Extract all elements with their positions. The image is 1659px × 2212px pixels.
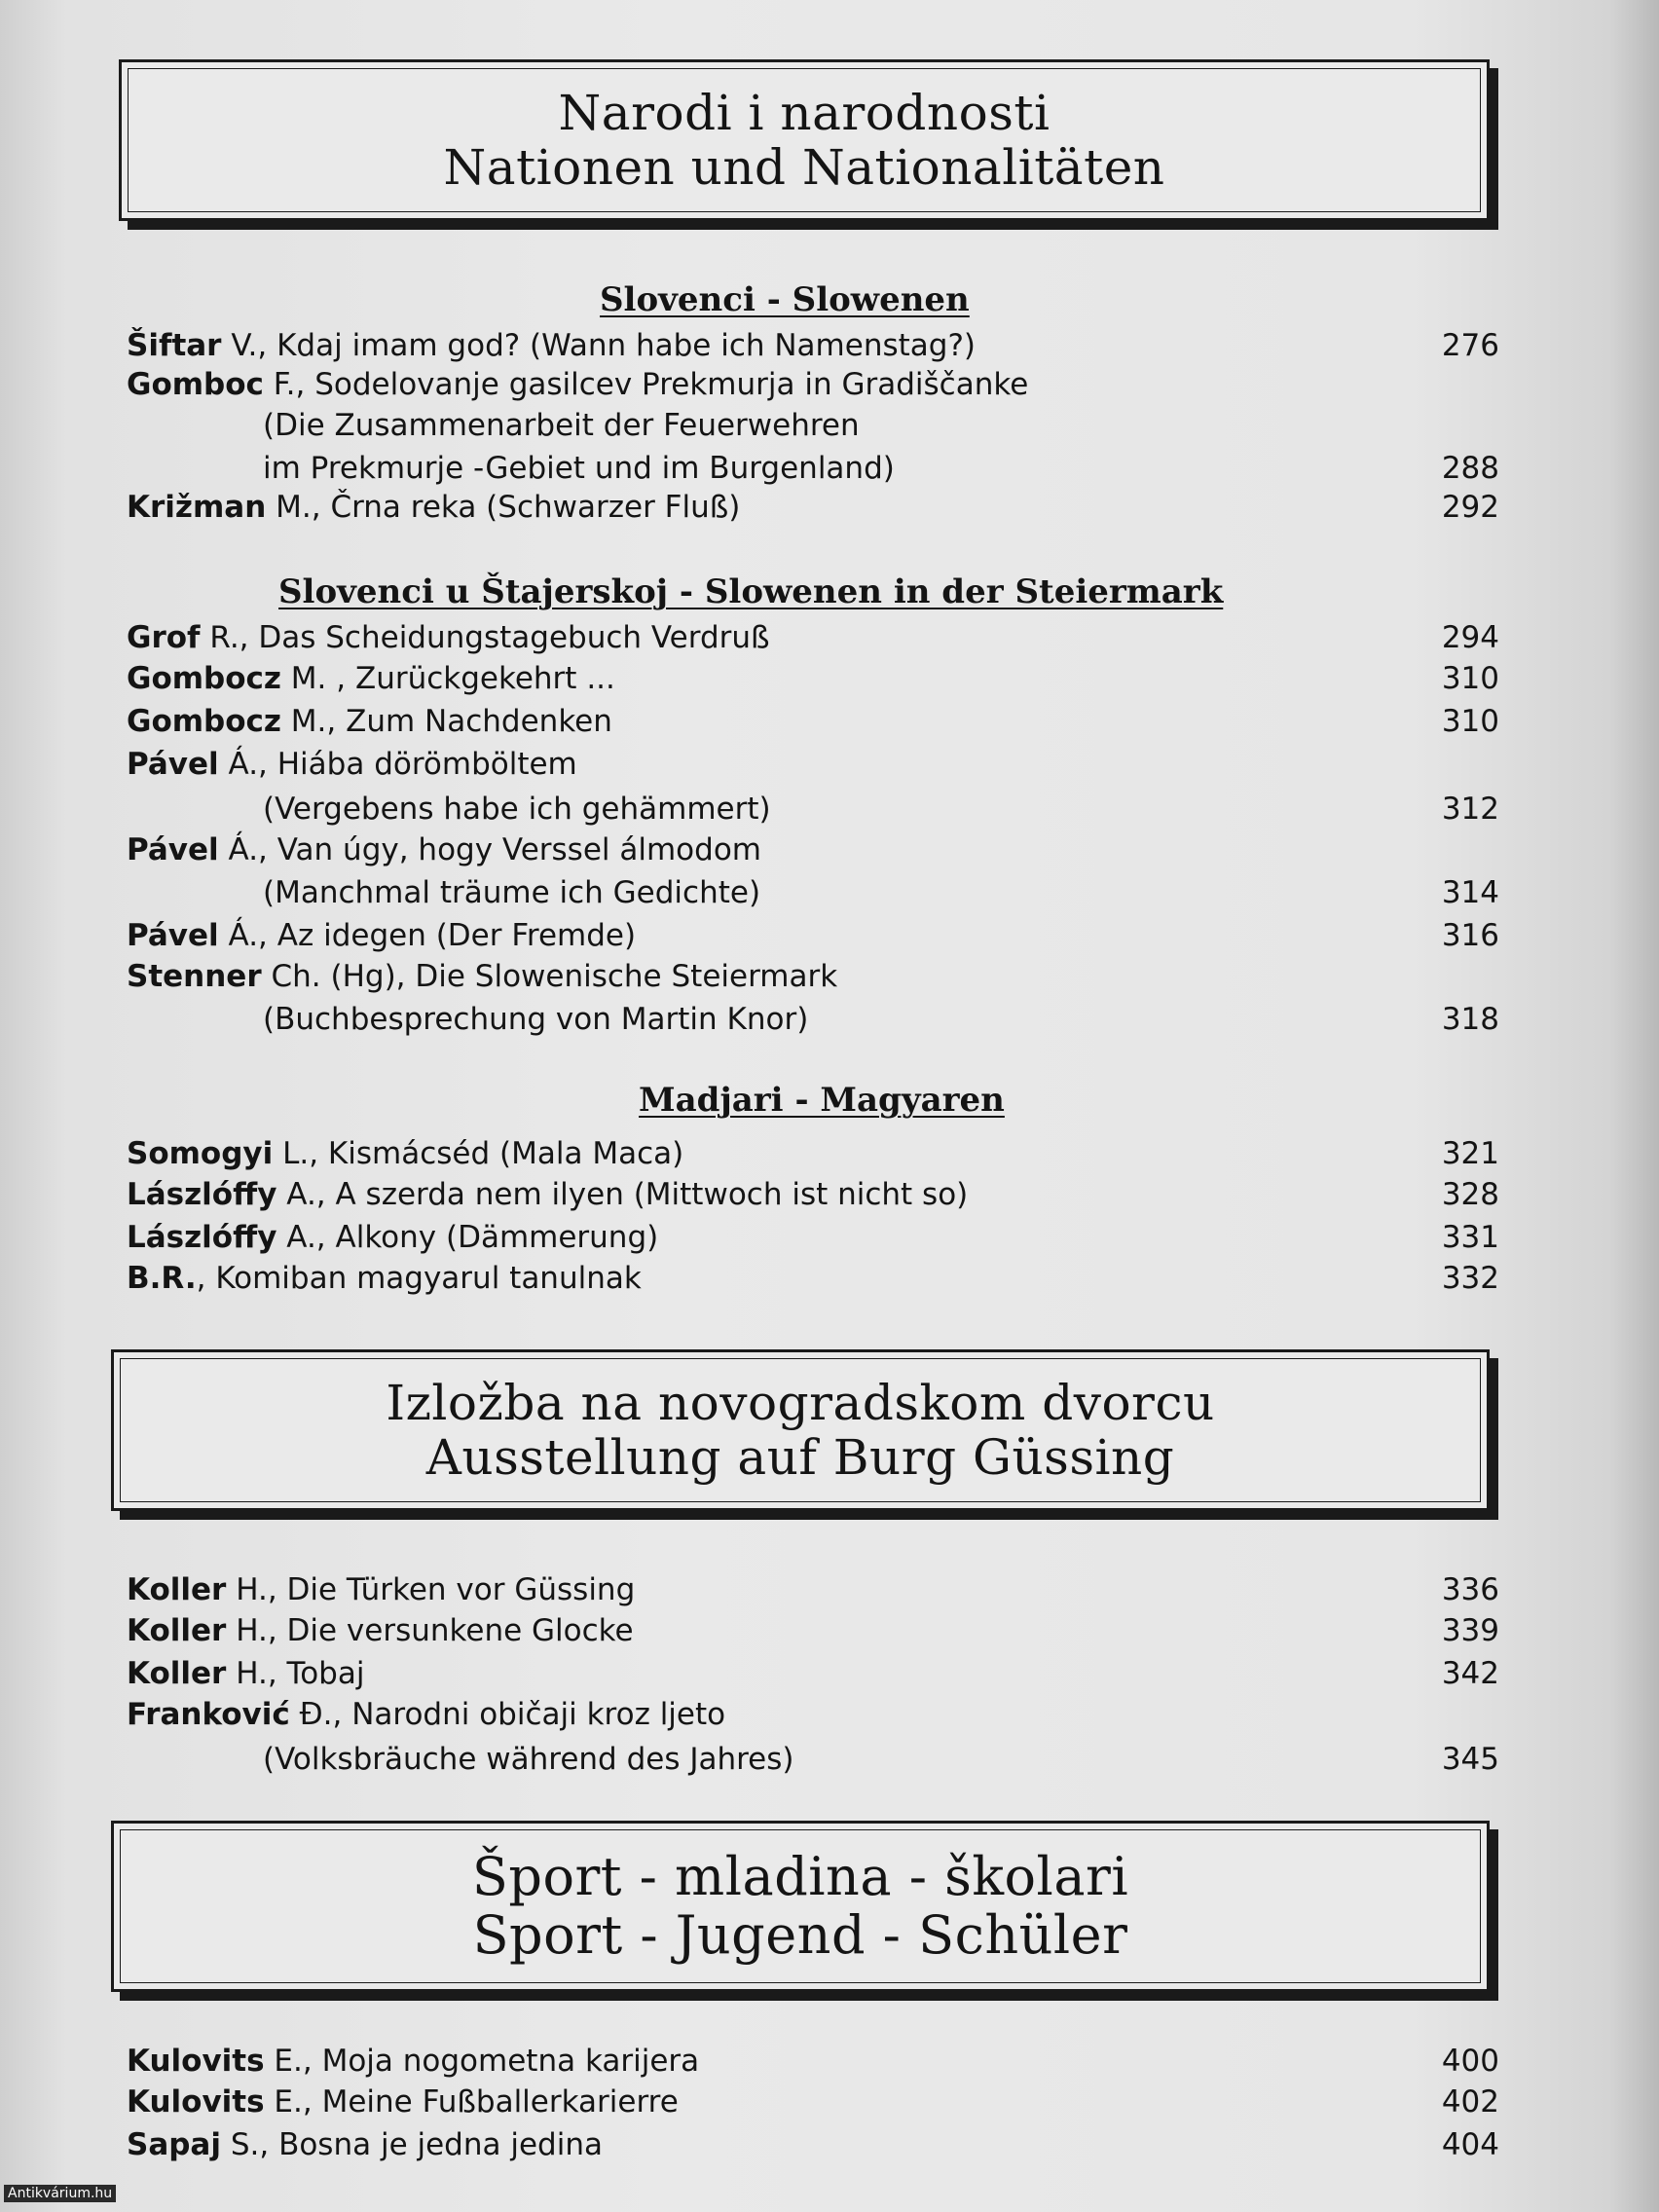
section-title: Narodi i narodnosti [558,85,1051,141]
page-number: 312 [1441,792,1499,827]
page-number: 310 [1441,704,1499,739]
entry-title: S., Bosna je jedna jedina [220,2127,603,2162]
entry-author: Pável [127,918,219,953]
entry-title: im Prekmurje -Gebiet und im Burgenland) [263,451,895,486]
toc-entry [127,1694,1499,1735]
entry-title: R., Das Scheidungstagebuch Verdruß [200,620,770,655]
toc-entry [127,1653,1499,1694]
entry-author: Gomboc [127,367,264,402]
toc-entry [127,617,1499,658]
toc-entry-continuation [127,999,1499,1040]
toc-entry-continuation [127,1739,1499,1780]
entry-author: Franković [127,1697,290,1732]
toc-entry [127,2041,1499,2082]
toc-entry [127,1174,1499,1215]
page-number: 331 [1441,1220,1499,1255]
toc-entry [127,325,1499,366]
toc-entry [127,915,1499,956]
toc-entry [127,744,1499,785]
toc-entry [127,2124,1499,2165]
section-heading-box [111,1821,1490,1992]
entry-author: Lászlóffy [127,1220,277,1255]
entry-title: H., Die Türken vor Güssing [226,1572,636,1607]
entry-title: Đ., Narodni običaji kroz ljeto [289,1697,726,1732]
section-title: Izložba na novogradskom dvorcu [386,1375,1215,1431]
entry-author: Šiftar [127,328,222,363]
entry-author: Lászlóffy [127,1177,277,1212]
entry-author: Stenner [127,959,262,994]
entry-title: M. , Zurückgekehrt ... [280,661,615,696]
entry-author: Kulovits [127,2084,265,2120]
entry-title: Á., Hiába dörömböltem [218,747,577,782]
page-number: 400 [1441,2044,1499,2079]
page-number: 316 [1441,918,1499,953]
entry-title: Á., Az idegen (Der Fremde) [218,918,637,953]
toc-entry [127,1133,1499,1174]
toc-entry-continuation [127,448,1499,489]
page-number: 328 [1441,1177,1499,1212]
toc-entry [127,956,1499,997]
page-number: 288 [1441,451,1499,486]
page-number: 342 [1441,1656,1499,1691]
page-number: 339 [1441,1613,1499,1648]
toc-entry [127,1217,1499,1258]
section-title-german: Ausstellung auf Burg Güssing [425,1429,1175,1486]
page-number: 332 [1441,1261,1499,1296]
entry-title: H., Tobaj [226,1656,365,1691]
entry-author: Koller [127,1572,227,1607]
page-number: 294 [1441,620,1499,655]
entry-title: M., Zum Nachdenken [280,704,612,739]
entry-author: Grof [127,620,201,655]
entry-title: A., A szerda nem ilyen (Mittwoch ist nicht so) [276,1177,969,1212]
subsection-heading: Slovenci - Slowenen [600,280,970,319]
page-number: 321 [1441,1136,1499,1171]
toc-entry-continuation [127,872,1499,913]
toc-entry [127,830,1499,870]
entry-title: Á., Van úgy, hogy Verssel álmodom [218,832,761,867]
entry-title: (Vergebens habe ich gehämmert) [263,792,771,827]
entry-author: Gombocz [127,661,281,696]
toc-entry-continuation [127,789,1499,830]
section-title-german: Sport - Jugend - Schüler [472,1904,1128,1966]
toc-entry [127,701,1499,742]
entry-author: Križman [127,490,267,525]
entry-author: B.R. [127,1261,197,1296]
entry-author: Pável [127,747,219,782]
entry-author: Koller [127,1656,227,1691]
entry-title: H., Die versunkene Glocke [226,1613,634,1648]
entry-author: Somogyi [127,1136,274,1171]
entry-title: V., Kdaj imam god? (Wann habe ich Namenstag?) [221,328,976,363]
page-number: 345 [1441,1742,1499,1777]
entry-title: L., Kismácséd (Mala Maca) [273,1136,684,1171]
entry-author: Gombocz [127,704,281,739]
page-number: 292 [1441,490,1499,525]
entry-author: Pável [127,832,219,867]
watermark: Antikvárium.hu [4,2185,116,2202]
subsection-heading: Madjari - Magyaren [639,1081,1005,1120]
entry-title: (Manchmal träume ich Gedichte) [263,875,761,910]
subsection-heading: Slovenci u Štajerskoj - Slowenen in der Steiermark [278,572,1224,611]
page-number: 314 [1441,875,1499,910]
entry-title: E., Meine Fußballerkarierre [264,2084,679,2120]
page-number: 276 [1441,328,1499,363]
toc-entry [127,658,1499,699]
section-title-german: Nationen und Nationalitäten [443,139,1165,196]
page-number: 336 [1441,1572,1499,1607]
section-heading-box [119,59,1490,221]
toc-entry [127,1569,1499,1610]
page-number: 402 [1441,2084,1499,2120]
entry-title: (Buchbesprechung von Martin Knor) [263,1002,809,1037]
toc-entry [127,1610,1499,1651]
entry-title: M., Črna reka (Schwarzer Fluß) [266,490,741,525]
toc-entry [127,364,1499,405]
page-number: 404 [1441,2127,1499,2162]
section-title: Šport - mladina - školari [471,1845,1129,1907]
entry-title: F., Sodelovanje gasilcev Prekmurja in Gradiščanke [263,367,1029,402]
toc-entry-continuation [127,405,1499,446]
entry-title: (Volksbräuche während des Jahres) [263,1742,794,1777]
section-heading-box [111,1349,1490,1511]
toc-entry [127,2082,1499,2122]
page-number: 310 [1441,661,1499,696]
entry-title: E., Moja nogometna karijera [264,2044,700,2079]
toc-entry [127,487,1499,528]
entry-author: Koller [127,1613,227,1648]
entry-title: Ch. (Hg), Die Slowenische Steiermark [261,959,838,994]
entry-title: (Die Zusammenarbeit der Feuerwehren [263,408,860,443]
entry-title: A., Alkony (Dämmerung) [276,1220,659,1255]
entry-author: Kulovits [127,2044,265,2079]
toc-entry [127,1258,1499,1299]
page-number: 318 [1441,1002,1499,1037]
entry-title: , Komiban magyarul tanulnak [196,1261,642,1296]
entry-author: Sapaj [127,2127,221,2162]
